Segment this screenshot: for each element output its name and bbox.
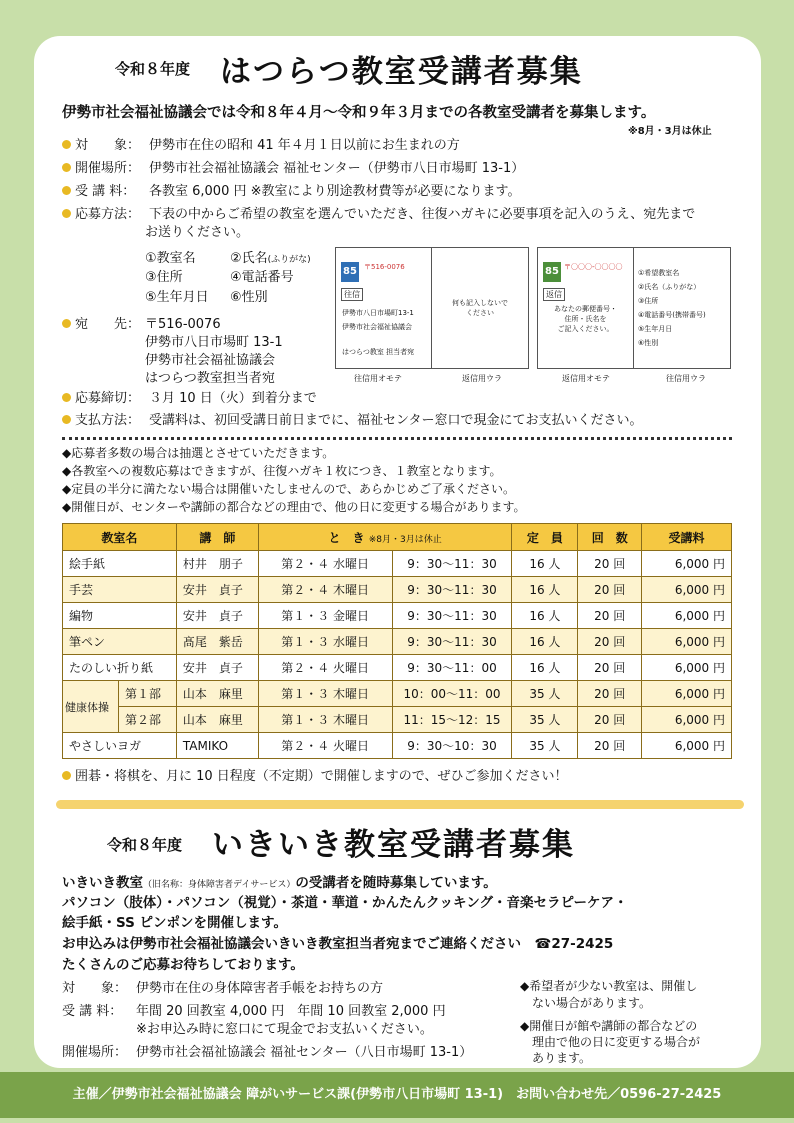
table-row: やさしいヨガ TAMIKO 第２・４ 火曜日 9：30～10：30 35 人 20 回 6,000 円 <box>63 733 732 759</box>
address-line2: 伊勢市社会福祉協議会 <box>145 353 276 368</box>
apply-item-3: ③住所 <box>145 270 183 285</box>
table-row: 絵手紙 村井 朋子 第２・４ 水曜日 9：30～11：30 16 人 20 回 6,000 円 <box>63 551 732 577</box>
address-zip: 〒516-0076 <box>145 317 221 332</box>
bullet-dot-icon <box>62 415 71 424</box>
detail-fee: 受 講 料： 各教室 6,000 円 ※教室により別途教材費等が必要になります。 <box>62 183 520 201</box>
s2-detail-target: 対 象： 伊勢市在住の身体障害者手帳をお持ちの方 <box>62 981 384 996</box>
address-line3: はつらつ教室担当者宛 <box>145 371 275 386</box>
note-3: ◆定員の半分に満たない場合は開催いたしませんので、あらかじめご了承ください。 <box>62 482 515 496</box>
section2-line5: たくさんのご応募お待ちしております。 <box>62 957 304 973</box>
postcard-reply <box>537 247 731 369</box>
detail-target: 対 象： 伊勢市在住の昭和 41 年４月１日以前にお生まれの方 <box>62 137 460 155</box>
note-4: ◆開催日が、センターや講師の都合などの理由で、他の日に変更する場合があります。 <box>62 500 526 514</box>
after-table-note: 囲碁・将棋を、月に 10 日程度（不定期）で開催しますので、ぜひご参加ください！ <box>62 768 568 786</box>
section-divider <box>56 800 744 809</box>
table-header <box>63 524 732 551</box>
header-teacher: 講 師 <box>176 524 258 551</box>
detail-venue: 開催場所： 伊勢市社会福祉協議会 福祉センター（伊勢市八日市場町 13-1） <box>62 160 524 178</box>
side-note-1: ◆希望者が少ない教室は、開催し ない場合があります。 <box>520 979 698 1010</box>
section1-title: はつらつ教室受講者募集 <box>220 54 583 90</box>
card2-cap-back: 往信用ウラ <box>666 374 706 383</box>
table-row: たのしい折り紙 安井 貞子 第２・４ 火曜日 9：30～11：00 16 人 20 回 6,000 円 <box>63 655 732 681</box>
card1-back: 何も記入しないで ください <box>452 299 508 317</box>
s2-detail-venue: 開催場所： 伊勢市社会福祉協議会 福祉センター（八日市場町 13-1） <box>62 1045 473 1060</box>
bullet-dot-icon <box>62 771 71 780</box>
table-row: 第２部 山本 麻里 第１・３ 木曜日 11：15～12：15 35 人 20 回 6,000 円 <box>63 707 732 733</box>
postage-stamp-icon: 85 <box>543 262 561 282</box>
bullet-dot-icon <box>62 186 71 195</box>
bullet-dot-icon <box>62 163 71 172</box>
table-row: 編物 安井 貞子 第１・３ 金曜日 9：30～11：30 16 人 20 回 6,000 円 <box>63 603 732 629</box>
section1-lead: 伊勢市社会福祉協議会では令和８年４月～令和９年３月までの各教室受講者を募集します。 <box>62 105 656 121</box>
note-1: ◆応募者多数の場合は抽選とさせていただきます。 <box>62 446 335 460</box>
bullet-dot-icon <box>62 209 71 218</box>
table-row: 手芸 安井 貞子 第２・４ 木曜日 9：30～11：30 16 人 20 回 6,000 円 <box>63 577 732 603</box>
section1-era: 令和８年度 <box>115 60 191 78</box>
card1-kind: 往信 <box>341 288 363 301</box>
detail-apply-cont: お送りください。 <box>145 225 250 240</box>
section2-line4: お申込みは伊勢市社会福祉協議会いきいき教室担当者宛までご連絡ください ☎27-2425 <box>62 936 614 952</box>
apply-item-2: ②氏名(ふりがな) <box>230 251 311 266</box>
section1-lead-note: ※8月・3月は休止 <box>628 126 712 137</box>
apply-item-5: ⑤生年月日 <box>145 290 209 305</box>
card2-kind: 返信 <box>543 288 565 301</box>
header-class: 教室名 <box>63 524 177 551</box>
header-capacity: 定 員 <box>512 524 578 551</box>
card1-zip: 〒516-0076 <box>364 263 405 271</box>
card2-cap-front: 返信用オモテ <box>562 374 610 383</box>
bullet-dot-icon <box>62 140 71 149</box>
address-label: 宛 先： <box>62 316 140 334</box>
address-line1: 伊勢市八日市場町 13-1 <box>145 335 283 350</box>
card2-item: ①希望教室名 <box>638 269 680 277</box>
dotted-divider <box>62 437 732 440</box>
postcard-return-front <box>335 247 529 369</box>
card1-cap-front: 往信用オモテ <box>354 374 402 383</box>
card2-zip: 〒〇〇〇-〇〇〇〇 <box>564 263 623 271</box>
class-schedule-table <box>62 523 732 759</box>
section2-line2: パソコン（肢体）・パソコン（視覚）・茶道・華道・かんたんクッキング・音楽セラピーケア・ <box>62 895 628 911</box>
s2-detail-fee-note: ※お申込み時に窓口にて現金でお支払いください。 <box>136 1022 433 1037</box>
note-2: ◆各教室への複数応募はできますが、往復ハガキ１枚につき、１教室となります。 <box>62 464 502 478</box>
header-fee: 受講料 <box>642 524 732 551</box>
card2-front-text: あなたの郵便番号・ 住所・氏名を ご記入ください。 <box>554 305 617 333</box>
detail-apply: 応募方法： 下表の中からご希望の教室を選んでいただき、往復ハガキに必要事項を記入のうえ、宛先まで <box>62 206 695 224</box>
header-count: 回 数 <box>578 524 642 551</box>
phone-number: ☎27-2425 <box>534 936 614 952</box>
footer-bar: 主催／伊勢市社会福祉協議会 障がいサービス課(伊勢市八日市場町 13-1) お問い合わせ先／0596-27-2425 <box>0 1072 794 1118</box>
section2-line1: いきいき教室（旧名称：身体障害者デイサービス）の受講者を随時募集しています。 <box>62 875 497 891</box>
group-label: 健康体操 <box>63 681 119 733</box>
table-row: 健康体操 第１部 山本 麻里 第１・３ 木曜日 10：00～11：00 35 人 20 回 6,000 円 <box>63 681 732 707</box>
bullet-dot-icon <box>62 393 71 402</box>
section2-era: 令和８年度 <box>107 836 183 854</box>
card2-item: ②氏名（ふりがな） <box>638 283 701 291</box>
card2-item: ⑥性別 <box>638 339 659 347</box>
apply-item-1: ①教室名 <box>145 251 196 266</box>
detail-deadline: 応募締切： ３月 10 日（火）到着分まで <box>62 390 317 408</box>
section2-title: いきいき教室受講者募集 <box>212 827 575 863</box>
apply-item-4: ④電話番号 <box>230 270 294 285</box>
card2-item: ⑤生年月日 <box>638 325 673 333</box>
header-when: と き ※8月・3月は休止 <box>258 524 512 551</box>
card1-addr3: はつらつ教室 担当者宛 <box>342 348 415 356</box>
detail-payment: 支払方法： 受講料は、初回受講日前日までに、福祉センター窓口で現金にてお支払いください。 <box>62 412 642 430</box>
card2-item: ③住所 <box>638 297 659 305</box>
s2-detail-fee: 受 講 料： 年間 20 回教室 4,000 円 年間 10 回教室 2,000 円 <box>62 1004 446 1019</box>
card1-addr2: 伊勢市社会福祉協議会 <box>342 323 412 331</box>
bullet-dot-icon <box>62 319 71 328</box>
section2-line3: 絵手紙・SS ピンポンを開催します。 <box>62 915 287 931</box>
card2-item: ④電話番号(携帯番号) <box>638 311 706 319</box>
card1-cap-back: 返信用ウラ <box>462 374 502 383</box>
side-note-2: ◆開催日が館や講師の都合などの 理由で他の日に変更する場合が あります。 <box>520 1019 701 1065</box>
postage-stamp-icon: 85 <box>341 262 359 282</box>
apply-item-6: ⑥性別 <box>230 290 268 305</box>
card1-addr1: 伊勢市八日市場町13-1 <box>342 309 414 317</box>
table-row: 筆ペン 髙尾 紫岳 第１・３ 水曜日 9：30～11：30 16 人 20 回 6,000 円 <box>63 629 732 655</box>
